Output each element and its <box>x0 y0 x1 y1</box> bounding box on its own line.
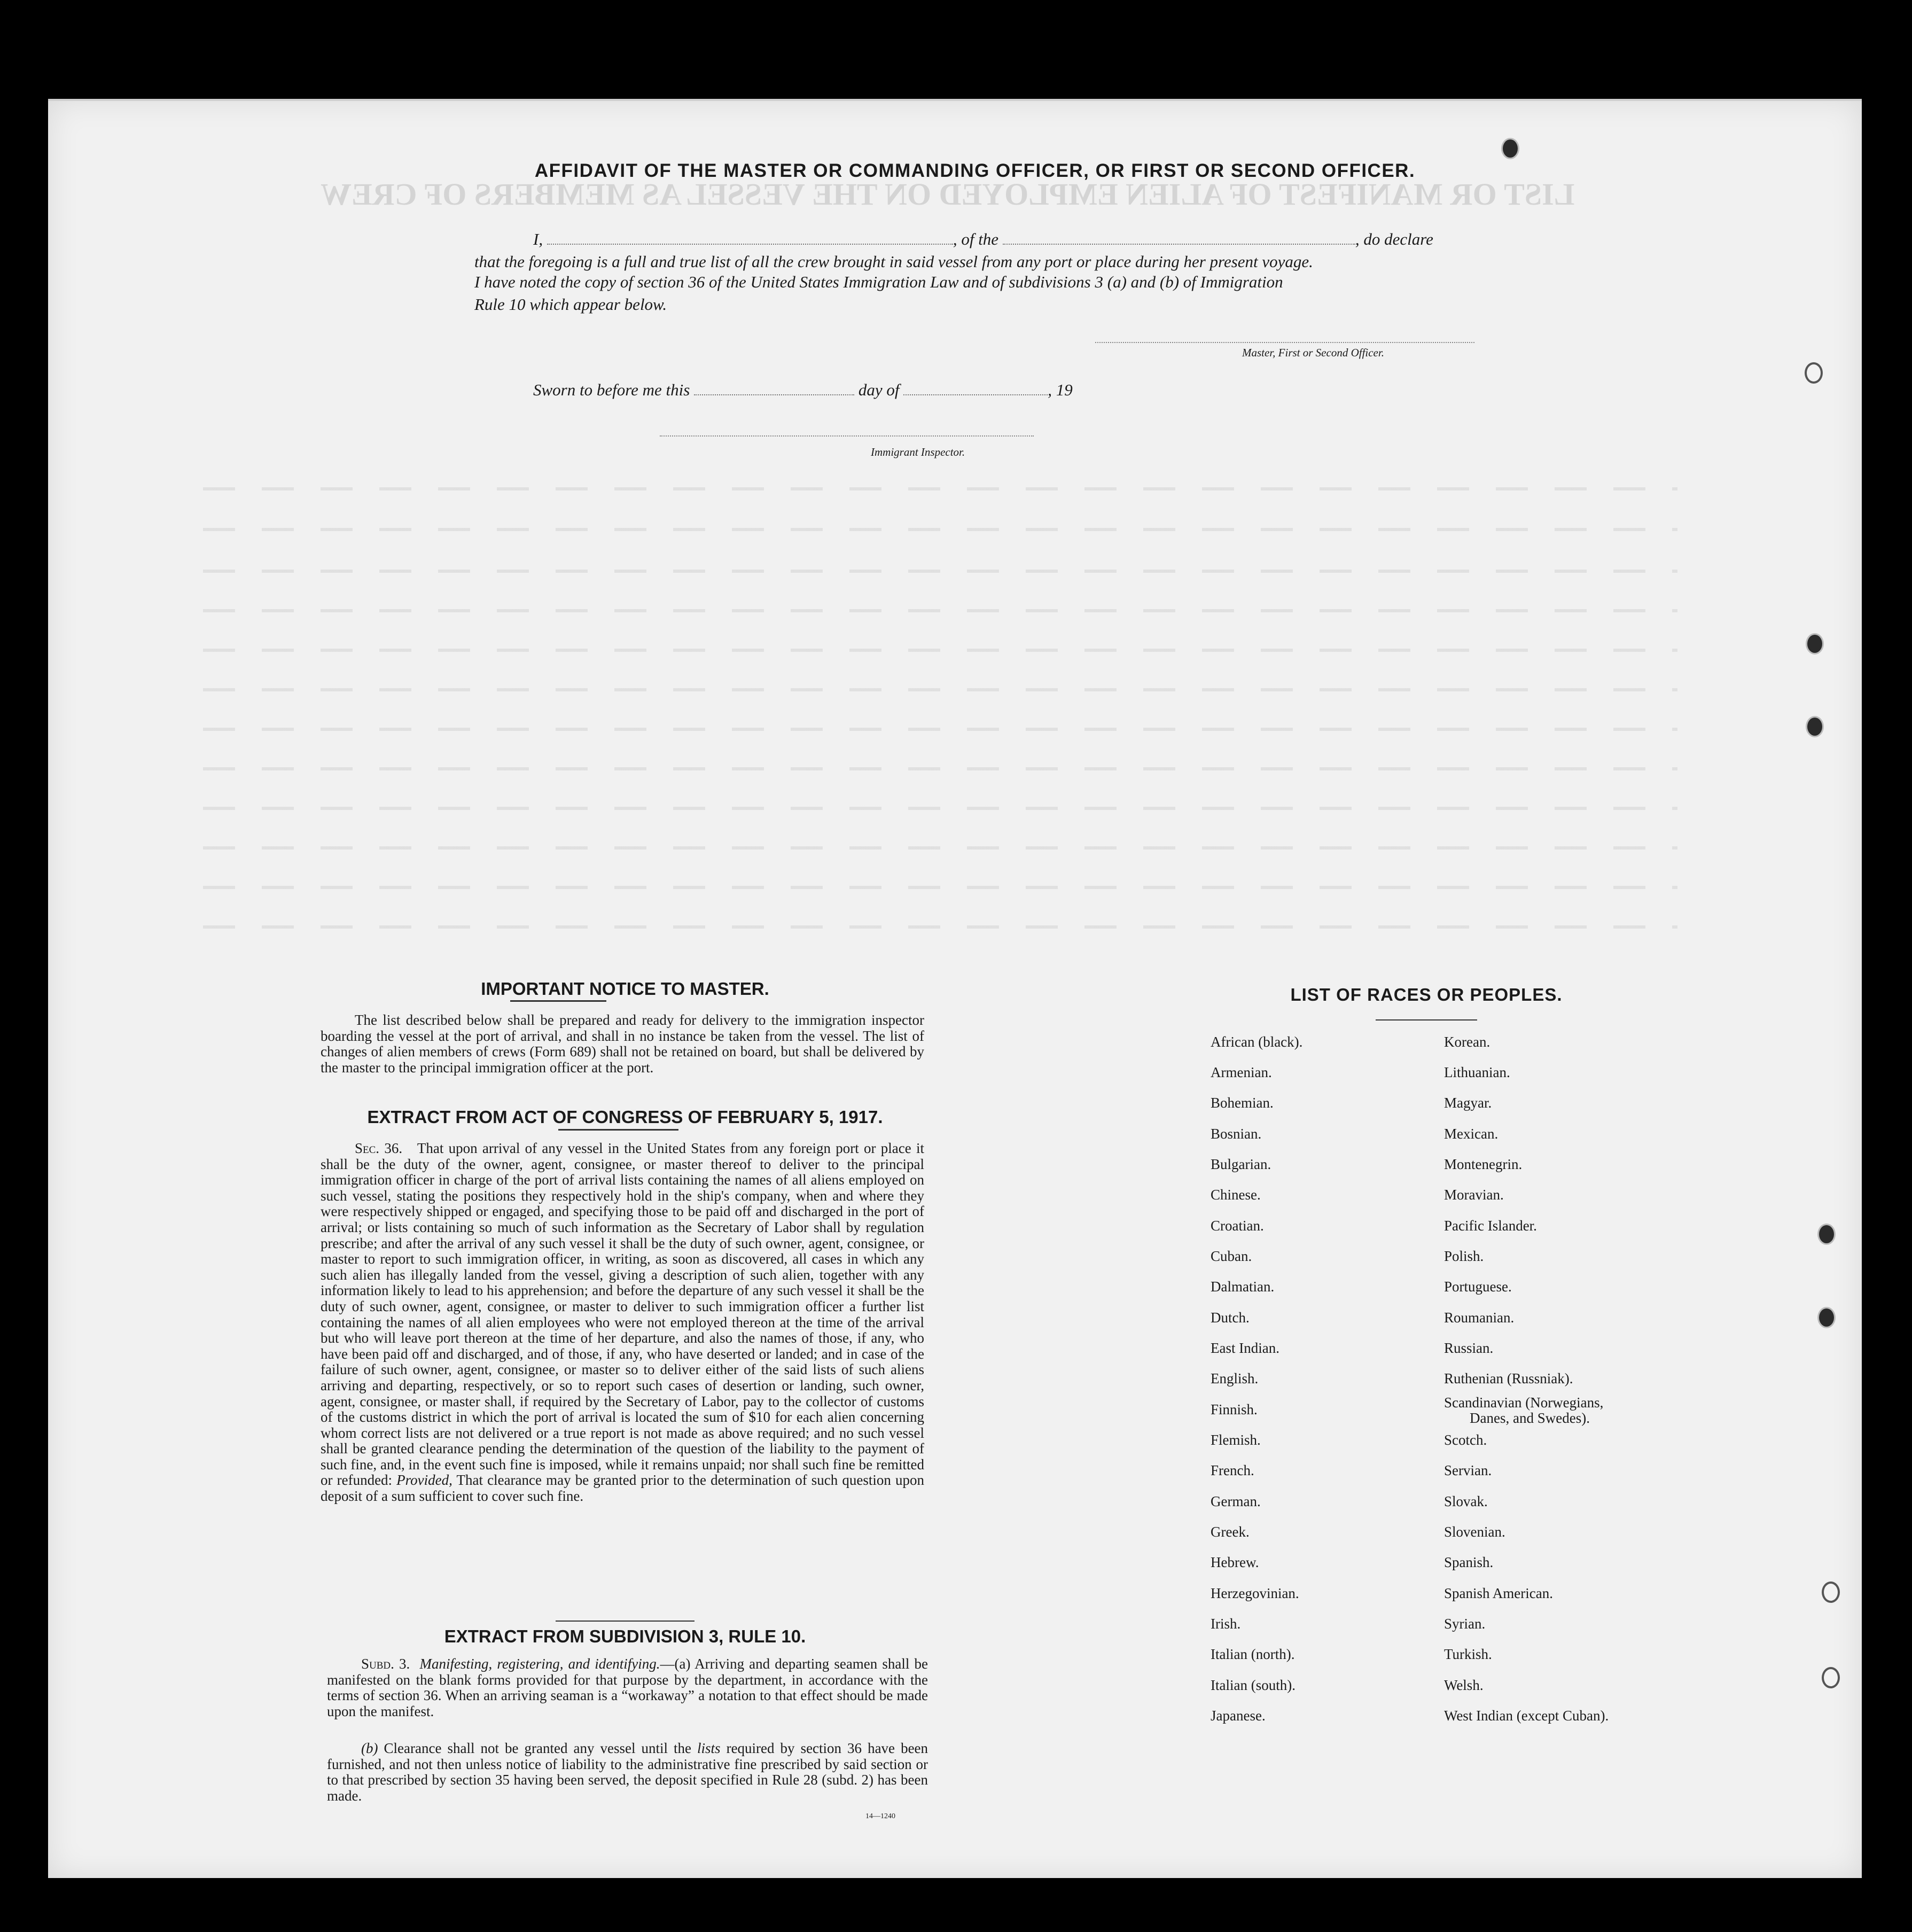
race-item: Bosnian. <box>1211 1126 1262 1142</box>
race-item: Mexican. <box>1444 1126 1499 1142</box>
bleed-through-heading: LIST OR MANIFEST OF ALIEN EMPLOYED ON THE VESSEL AS MEMBERS OF CREW <box>321 177 1575 212</box>
inspector-signature-line[interactable] <box>660 435 1034 437</box>
race-item: Flemish. <box>1211 1432 1261 1448</box>
bleed-through-row <box>203 886 1677 889</box>
bleed-through-row <box>203 728 1677 731</box>
notice-title-underline <box>510 1000 606 1002</box>
race-item-continued: Danes, and Swedes). <box>1470 1410 1590 1426</box>
binder-hole <box>1822 1582 1840 1603</box>
bleed-through-row <box>203 807 1677 810</box>
race-item: English. <box>1211 1370 1259 1386</box>
extract-act-body <box>321 1141 924 1505</box>
binder-hole <box>1817 1224 1836 1245</box>
race-item: Irish. <box>1211 1616 1241 1632</box>
affidavit-declare-label: , do declare <box>1355 230 1433 248</box>
inspector-signature-caption: Immigrant Inspector. <box>871 446 965 458</box>
vessel-blank[interactable] <box>1003 244 1355 245</box>
sworn-year-label: , 19 <box>1048 380 1073 399</box>
affidavit-line-1 <box>533 230 1433 249</box>
affidavit-line-2: that the foregoing is a full and true list of all the crew brought in said vessel from any port or place during her present voyage. <box>474 252 1313 271</box>
race-item: Welsh. <box>1444 1677 1484 1693</box>
bleed-through-row <box>203 570 1677 573</box>
subd-label: Subd. 3. <box>361 1656 410 1672</box>
extract-act-underline <box>558 1129 678 1131</box>
name-blank[interactable] <box>547 244 953 245</box>
sworn-prefix: Sworn to before me this <box>533 380 690 399</box>
races-title: LIST OF RACES OR PEOPLES. <box>1290 985 1563 1004</box>
form-code: 14—1240 <box>865 1812 895 1820</box>
subd-a-text: —(a) Arriving and departing seamen shall be manifested on the blank forms provided for that purpose by the department, in accordance with the terms of section 36. When an arriving seaman is a “workaway” a notation to that effect should be made upon the manifest. <box>327 1656 928 1719</box>
notice-title: IMPORTANT NOTICE TO MASTER. <box>481 979 769 999</box>
race-item: Roumanian. <box>1444 1310 1515 1326</box>
race-item: Japanese. <box>1211 1708 1266 1724</box>
subd-heading: Manifesting, registering, and identifying. <box>419 1656 660 1672</box>
race-item: Ruthenian (Russniak). <box>1444 1370 1573 1386</box>
sworn-day-label: day of <box>858 380 900 399</box>
subd-b-post: required by section 36 have been furnished, and not then unless notice of liability to the administrative fine prescribed by said section or to that prescribed by section 35 having been served, the deposit specified in Rule 28 (subd. 2) has been made. <box>327 1740 928 1804</box>
section-36-label: Sec. 36. <box>355 1140 403 1156</box>
affidavit-line-3: I have noted the copy of section 36 of the United States Immigration Law and of subdivisions 3 (a) and (b) of Immigration <box>474 272 1283 291</box>
races-title-underline <box>1376 1019 1477 1020</box>
race-item: Portuguese. <box>1444 1279 1512 1295</box>
affidavit-title: AFFIDAVIT OF THE MASTER OR COMMANDING OFFICER, OR FIRST OR SECOND OFFICER. <box>534 160 1416 181</box>
race-item: French. <box>1211 1462 1254 1478</box>
race-item: Scotch. <box>1444 1432 1487 1448</box>
race-item: Scandinavian (Norwegians, <box>1444 1395 1604 1411</box>
binder-hole <box>1822 1667 1840 1688</box>
affidavit-i-label: I, <box>533 230 543 248</box>
extract-rule-title: EXTRACT FROM SUBDIVISION 3, RULE 10. <box>444 1626 806 1646</box>
binder-hole <box>1817 1307 1836 1328</box>
race-item: Italian (north). <box>1211 1646 1295 1662</box>
race-item: West Indian (except Cuban). <box>1444 1708 1609 1724</box>
bleed-through-row <box>203 767 1677 770</box>
race-item: Lithuanian. <box>1444 1064 1510 1080</box>
race-item: Chinese. <box>1211 1187 1261 1203</box>
race-item: Cuban. <box>1211 1248 1252 1264</box>
section-36-tail: That clearance may be granted prior to the determination of such question upon deposit of a sum sufficient to cover such fine. <box>321 1472 925 1505</box>
master-signature-caption: Master, First or Second Officer. <box>1242 346 1384 359</box>
race-item: Greek. <box>1211 1524 1250 1540</box>
race-item: Spanish. <box>1444 1554 1494 1570</box>
race-item: Finnish. <box>1211 1401 1258 1417</box>
race-item: Turkish. <box>1444 1646 1492 1662</box>
bleed-through-row <box>203 528 1677 531</box>
race-item: Russian. <box>1444 1340 1494 1356</box>
bleed-through-row <box>203 688 1677 691</box>
race-item: Moravian. <box>1444 1187 1504 1203</box>
race-item: African (black). <box>1211 1034 1303 1050</box>
affidavit-line-4: Rule 10 which appear below. <box>474 295 667 314</box>
race-item: German. <box>1211 1493 1261 1509</box>
race-item: Polish. <box>1444 1248 1484 1264</box>
page-edge <box>48 99 1862 101</box>
subd-b-lists: lists <box>697 1740 721 1756</box>
notice-body: The list described below shall be prepared and ready for delivery to the immigration inspector boarding the vessel at the port of arrival, and shall in no instance be taken from the vessel. The list of changes of alien members of crews (Form 689) shall not be retained on board, but shall be delivered by the master to the principal immigration officer at the port. <box>321 1012 924 1076</box>
bleed-through-row <box>203 487 1677 490</box>
binder-hole <box>1501 138 1519 159</box>
section-36-text: That upon arrival of any vessel in the United States from any foreign port or place it shall be the duty of the owner, agent, consignee, or master thereof to deliver to the principal immigration officer in charge of the port of arrival lists containing the names of all aliens employed on such vessel, stating the positions they respectively hold in the ship's company, when and where they were respectively shipped or engaged, and specifying those to be paid off and discharged in the port of arrival; or lists containing so much of such information as the Secretary of Labor shall by regulation prescribe; and after the arrival of any such vessel it shall be the duty of such owner, agent, consignee, or master to report to such immigration officer, in writing, as soon as discovered, all cases in which any such alien has illegally landed from the vessel, giving a description of such alien, together with any information likely to lead to his apprehension; and before the departure of any such vessel it shall be the duty of such owner, agent, consignee, or master to deliver to such immigration officer a further list containing the names of all alien employees who were not employed thereon at the time of the arrival but who will leave port thereon at the time of her departure, and also the names of those, if any, who have been paid off and discharged, and of those, if any, who have deserted or landed; and in case of the failure of such owner, agent, consignee, or master so to deliver either of the said lists of such aliens arriving and departing, respectively, or so to report such cases of desertion or landing, such owner, agent, consignee, or master shall, if required by the Secretary of Labor, pay to the collector of customs of the customs district in which the port of arrival is located the sum of $10 for each alien concerning whom correct lists are not delivered or a true report is not made as above required; and no such vessel shall be granted clearance pending the determination of the question of the liability to the payment of such fine, and, in the event such fine is imposed, while it remains unpaid; nor shall such fine be remitted or refunded: <box>321 1140 925 1489</box>
bleed-through-row <box>203 925 1677 929</box>
race-item: Italian (south). <box>1211 1677 1296 1693</box>
race-item: Bohemian. <box>1211 1095 1274 1111</box>
race-item: Dutch. <box>1211 1310 1250 1326</box>
race-item: Slovak. <box>1444 1493 1488 1509</box>
race-item: Magyar. <box>1444 1095 1492 1111</box>
sworn-month-blank[interactable] <box>903 394 1048 395</box>
extract-divider <box>556 1621 694 1622</box>
provided-word: Provided, <box>396 1472 452 1489</box>
bleed-through-row <box>203 846 1677 850</box>
race-item: East Indian. <box>1211 1340 1279 1356</box>
race-item: Armenian. <box>1211 1064 1272 1080</box>
binder-hole <box>1806 716 1824 737</box>
subd-b-label: (b) <box>361 1740 378 1756</box>
subd-b-paragraph <box>327 1741 928 1804</box>
race-item: Montenegrin. <box>1444 1156 1523 1172</box>
bleed-through-row <box>203 649 1677 652</box>
subd-b-pre: Clearance shall not be granted any vessel until the <box>384 1740 691 1756</box>
master-signature-line[interactable] <box>1095 342 1474 343</box>
race-item: Spanish American. <box>1444 1585 1553 1601</box>
race-item: Syrian. <box>1444 1616 1486 1632</box>
binder-hole <box>1806 633 1824 655</box>
race-item: Croatian. <box>1211 1218 1264 1234</box>
race-item: Slovenian. <box>1444 1524 1505 1540</box>
bleed-through-row <box>203 609 1677 612</box>
race-item: Dalmatian. <box>1211 1279 1275 1295</box>
sworn-day-blank[interactable] <box>694 394 854 395</box>
subd-a-paragraph <box>327 1656 928 1719</box>
race-item: Pacific Islander. <box>1444 1218 1537 1234</box>
race-item: Servian. <box>1444 1462 1492 1478</box>
race-item: Bulgarian. <box>1211 1156 1271 1172</box>
binder-hole <box>1805 362 1823 384</box>
sworn-line <box>533 380 1073 400</box>
race-item: Hebrew. <box>1211 1554 1259 1570</box>
extract-act-title: EXTRACT FROM ACT OF CONGRESS OF FEBRUARY 5, 1917. <box>367 1107 883 1127</box>
affidavit-of-the-label: , of the <box>953 230 999 248</box>
race-item: Korean. <box>1444 1034 1490 1050</box>
race-item: Herzegovinian. <box>1211 1585 1299 1601</box>
